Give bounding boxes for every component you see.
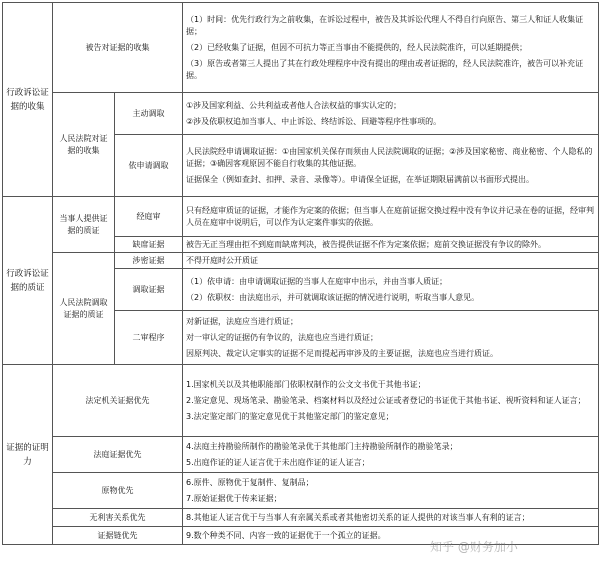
court-hearing-label: 经庭审 bbox=[115, 197, 183, 237]
watermark: 知乎 @财务加小 bbox=[430, 540, 518, 554]
second-instance-content bbox=[183, 311, 599, 365]
list-item: 4.法庭主持勘验所制作的勘验笔录优于其他部门主持勘验所制作的勘验笔录； bbox=[186, 441, 458, 451]
absent-evidence-label: 缺席证据 bbox=[115, 237, 183, 253]
table-row bbox=[3, 93, 599, 135]
table-row bbox=[3, 365, 599, 437]
no-interest-priority-label: 无利害关系优先 bbox=[53, 509, 183, 527]
defendant-collection-label: 被告对证据的收集 bbox=[53, 3, 183, 93]
list-item: 6.原件、原物优于复制件、复制品； bbox=[186, 477, 314, 487]
table-row bbox=[3, 197, 599, 237]
classified-evidence-content: 不得开庭时公开质证 bbox=[183, 253, 599, 269]
list-item: ②涉及依职权追加当事人、中止诉讼、终结诉讼、回避等程序性事项的。 bbox=[186, 116, 442, 126]
list-item: 3.法定鉴定部门的鉴定意见优于其他鉴定部门的鉴定意见； bbox=[186, 411, 394, 421]
table-row bbox=[3, 253, 599, 269]
section-probative-label: 证据的证明力 bbox=[3, 365, 53, 545]
defendant-collection-content bbox=[183, 3, 599, 93]
court-hearing-content: 只有经庭审质证的证据，才能作为定案的依据；但当事人在庭前证据交换过程中没有争议并记录在卷的证据，经审判人员在庭审中说明后，可以作为认定案件事实的依据。 bbox=[183, 197, 599, 237]
original-priority-label: 原物优先 bbox=[53, 473, 183, 509]
retrieved-evidence-content bbox=[183, 269, 599, 311]
application-retrieval-content bbox=[183, 135, 599, 197]
evidence-table bbox=[2, 2, 599, 545]
active-retrieval-content bbox=[183, 93, 599, 135]
court-priority-label: 法庭证据优先 bbox=[53, 437, 183, 473]
list-item: 证据保全（例如查封、扣押、录音、录像等）。申请保全证据，在举证期限届满前以书面形式提出。 bbox=[186, 174, 534, 184]
table-row bbox=[3, 509, 599, 527]
list-item: 5.出庭作证的证人证言优于未出庭作证的证人证言； bbox=[186, 457, 370, 467]
list-item: 对新证据，法庭应当进行质证； bbox=[186, 316, 298, 326]
section-cross-exam-label: 行政诉讼证据的质证 bbox=[3, 197, 53, 365]
section-collection-label: 行政诉讼证据的收集 bbox=[3, 3, 53, 197]
list-item: 2.鉴定意见、现场笔录、勘验笔录、档案材料以及经过公证或者登记的书证优于其他书证、视听资料和证人证言； bbox=[186, 395, 586, 405]
list-item: （1）依申请：由申请调取证据的当事人在庭审中出示，并由当事人质证； bbox=[186, 276, 448, 286]
list-item: 对一审认定的证据仍有争议的，法庭也应当进行质证； bbox=[186, 332, 378, 342]
court-evidence-label: 人民法院调取证据的质证 bbox=[53, 253, 115, 365]
chain-priority-content: 9.数个种类不同、内容一致的证据优于一个孤立的证据。 bbox=[183, 527, 599, 545]
second-instance-label: 二审程序 bbox=[115, 311, 183, 365]
court-priority-content bbox=[183, 437, 599, 473]
list-item: 1.国家机关以及其他职能部门依职权制作的公文文书优于其他书证； bbox=[186, 379, 426, 389]
list-item: （2）已经收集了证据，但因不可抗力等正当事由不能提供的，经人民法院准许，可以延期提供； bbox=[186, 42, 528, 52]
original-priority-content bbox=[183, 473, 599, 509]
retrieved-evidence-label: 调取证据 bbox=[115, 269, 183, 311]
list-item: （1）时间：优先行政行为之前收集，在诉讼过程中，被告及其诉讼代理人不得自行向原告、第三人和证人收集证据； bbox=[186, 14, 584, 36]
active-retrieval-label: 主动调取 bbox=[115, 93, 183, 135]
list-item: 因原判决、裁定认定事实的证据不足而提起再审涉及的主要证据，法庭也应当进行质证。 bbox=[186, 348, 498, 358]
party-evidence-label: 当事人提供证据的质证 bbox=[53, 197, 115, 253]
no-interest-priority-content: 8.其他证人证言优于与当事人有亲属关系或者其他密切关系的证人提供的对该当事人有利的证言； bbox=[183, 509, 599, 527]
statutory-priority-content bbox=[183, 365, 599, 437]
absent-evidence-content: 被告无正当理由拒不到庭而缺席判决，被告提供证据不作为定案依据；庭前交换证据没有争议的除外。 bbox=[183, 237, 599, 253]
list-item: （2）依职权：由法庭出示，并可就调取该证据的情况进行说明，听取当事人意见。 bbox=[186, 292, 480, 302]
table-row bbox=[3, 437, 599, 473]
chain-priority-label: 证据链优先 bbox=[53, 527, 183, 545]
list-item: 7.原始证据优于传来证据； bbox=[186, 493, 282, 503]
list-item: ①涉及国家利益、公共利益或者他人合法权益的事实认定的； bbox=[186, 100, 402, 110]
list-item: 人民法院经申请调取证据：①由国家机关保存而须由人民法院调取的证据；②涉及国家秘密、商业秘密、个人隐私的证据；③确因客观原因不能自行收集的其他证据。 bbox=[186, 146, 593, 168]
classified-evidence-label: 涉密证据 bbox=[115, 253, 183, 269]
table-row bbox=[3, 3, 599, 93]
list-item: （3）原告或者第三人提出了其在行政处理程序中没有提出的理由或者证据的，经人民法院准许，被告可以补充证据。 bbox=[186, 58, 584, 80]
table-row bbox=[3, 473, 599, 509]
application-retrieval-label: 依申请调取 bbox=[115, 135, 183, 197]
court-collection-label: 人民法院对证据的收集 bbox=[53, 93, 115, 197]
statutory-priority-label: 法定机关证据优先 bbox=[53, 365, 183, 437]
